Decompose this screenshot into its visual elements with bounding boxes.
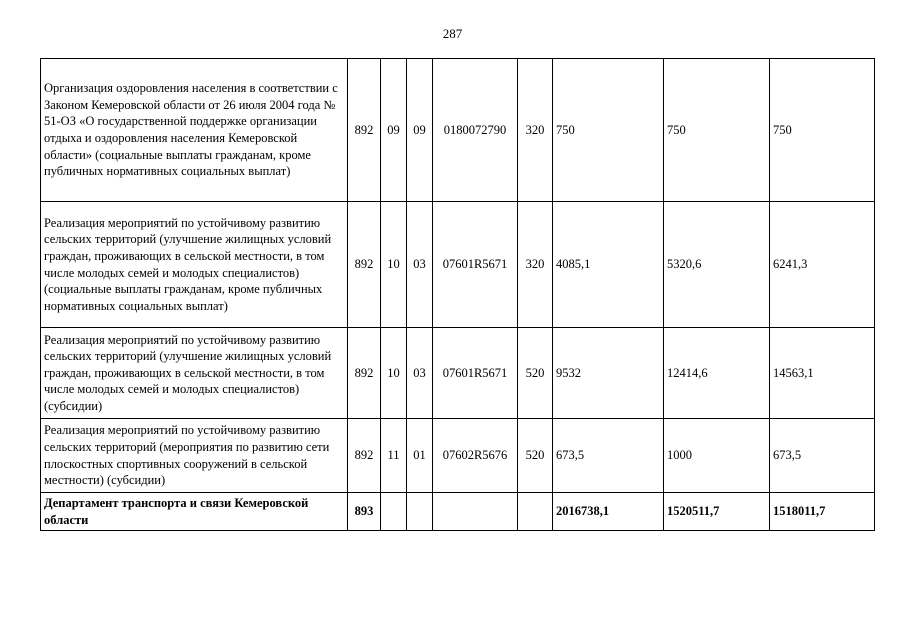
amount-year-3: 14563,1	[770, 328, 875, 419]
subsection-code: 01	[407, 419, 433, 493]
ministry-code: 892	[348, 419, 381, 493]
ministry-code: 892	[348, 59, 381, 202]
subsection-code	[407, 493, 433, 531]
expense-type-code: 320	[518, 59, 553, 202]
table-row	[41, 59, 875, 202]
expense-type-code: 520	[518, 328, 553, 419]
target-item-code: 0180072790	[433, 59, 518, 202]
table-row	[41, 328, 875, 419]
table-row	[41, 202, 875, 328]
subsection-code: 03	[407, 328, 433, 419]
amount-year-2: 750	[664, 59, 770, 202]
section-code: 11	[381, 419, 407, 493]
row-name: Реализация мероприятий по устойчивому развитию сельских территорий (улучшение жилищных условий граждан, проживающих в сельской местности, в том числе молодых семей и молодых специалистов) (социальные выплаты гражданам, кроме публичных нормативных социальных выплат)	[41, 202, 348, 328]
section-code: 10	[381, 202, 407, 328]
table-body	[41, 59, 875, 531]
subsection-code: 03	[407, 202, 433, 328]
table-row-total	[41, 493, 875, 531]
amount-year-3: 1518011,7	[770, 493, 875, 531]
section-code: 10	[381, 328, 407, 419]
ministry-code: 893	[348, 493, 381, 531]
target-item-code: 07601R5671	[433, 328, 518, 419]
amount-year-3: 6241,3	[770, 202, 875, 328]
amount-year-3: 750	[770, 59, 875, 202]
amount-year-2: 1000	[664, 419, 770, 493]
row-name: Реализация мероприятий по устойчивому развитию сельских территорий (мероприятия по развитию сети плоскостных спортивных сооружений в сельской местности) (субсидии)	[41, 419, 348, 493]
row-name: Реализация мероприятий по устойчивому развитию сельских территорий (улучшение жилищных условий граждан, проживающих в сельской местности, в том числе молодых семей и молодых специалистов) (субсидии)	[41, 328, 348, 419]
expense-type-code: 520	[518, 419, 553, 493]
table-row	[41, 419, 875, 493]
target-item-code	[433, 493, 518, 531]
section-code: 09	[381, 59, 407, 202]
amount-year-1: 750	[553, 59, 664, 202]
amount-year-1: 2016738,1	[553, 493, 664, 531]
amount-year-1: 9532	[553, 328, 664, 419]
amount-year-1: 673,5	[553, 419, 664, 493]
row-name: Департамент транспорта и связи Кемеровской области	[41, 493, 348, 531]
amount-year-1: 4085,1	[553, 202, 664, 328]
page-number: 287	[442, 26, 463, 41]
section-code	[381, 493, 407, 531]
amount-year-2: 5320,6	[664, 202, 770, 328]
row-name: Организация оздоровления населения в соответствии с Законом Кемеровской области от 26 июля 2004 года № 51-ОЗ «О государственной поддержке организации отдыха и оздоровления населения Кемеровской области» (социальные выплаты гражданам, кроме публичных нормативных социальных выплат)	[41, 59, 348, 202]
amount-year-3: 673,5	[770, 419, 875, 493]
amount-year-2: 1520511,7	[664, 493, 770, 531]
ministry-code: 892	[348, 328, 381, 419]
ministry-code: 892	[348, 202, 381, 328]
expense-type-code: 320	[518, 202, 553, 328]
subsection-code: 09	[407, 59, 433, 202]
budget-table	[40, 58, 875, 531]
target-item-code: 07601R5671	[433, 202, 518, 328]
amount-year-2: 12414,6	[664, 328, 770, 419]
expense-type-code	[518, 493, 553, 531]
target-item-code: 07602R5676	[433, 419, 518, 493]
